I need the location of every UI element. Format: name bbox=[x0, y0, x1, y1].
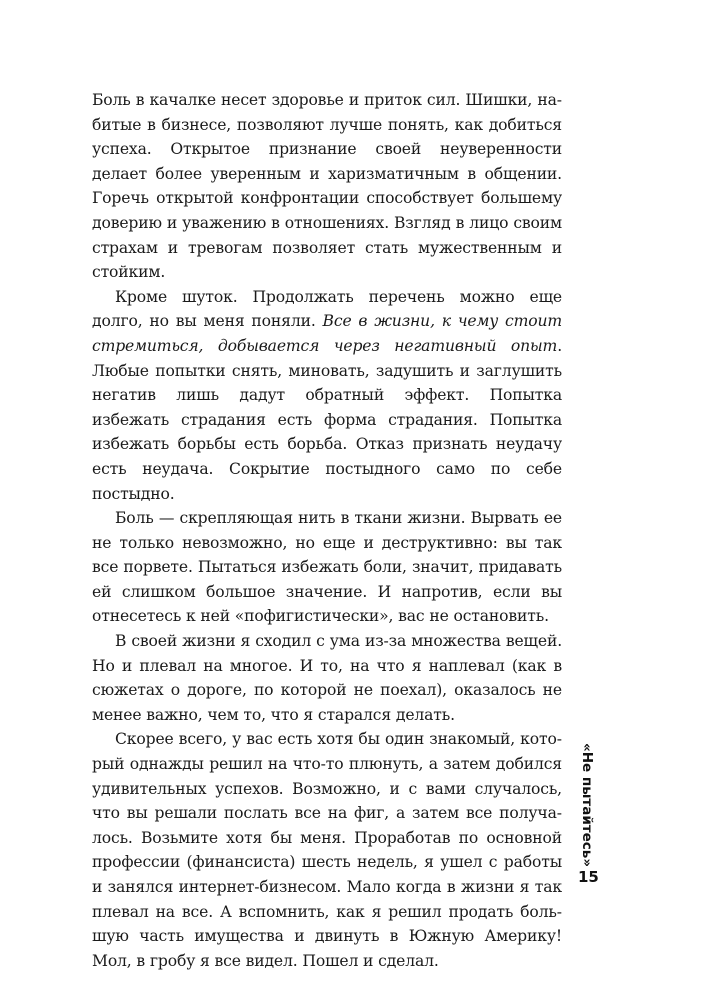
page-number: 15 bbox=[578, 868, 599, 886]
paragraph-1: Боль в качалке несет здоровье и приток сил. Шишки, набитые в бизнесе, позволяют лучше понять, как добиться успеха. Открытое признание своей неуверенности делает более уверенным и харизматичным в общении. Горечь открытой конфронтации способствует большему доверию и уважению в отношениях. Взгляд в лицо своим страхам и тревогам позволяет стать мужественным и стойким. bbox=[92, 91, 562, 282]
paragraph-3: Боль — скрепляющая нить в ткани жизни. Вырвать ее не только невозможно, но еще и деструктивно: вы так все порвете. Пытаться избежать боли, значит, придавать ей слишком большое значение. И напротив, если вы отнесетесь к ней «пофигистически», вас не остановить. bbox=[92, 509, 562, 626]
paragraph-2 bbox=[92, 285, 562, 506]
paragraph-4: В своей жизни я сходил с ума из-за множества вещей. Но и плевал на многое. И то, на что я наплевал (как в сюжетах о дороге, по которой не поехал), оказалось не менее важно, чем то, что я старался делать. bbox=[92, 632, 562, 724]
running-head bbox=[574, 743, 600, 868]
body-text bbox=[92, 88, 562, 973]
paragraph-2-end: . Любые попытки снять, миновать, задушить и заглушить негатив лишь дадут обратный эффект. Попытка избежать страдания есть форма страдания. Попытка избежать борьбы есть борьба. Отказ признать неудачу есть неудача. Сокрытие постыдного само по себе постыдно. bbox=[92, 336, 562, 503]
paragraph-2-italic: Все в жизни, к чему стоит стремиться, добывается через негативный опыт bbox=[92, 312, 562, 355]
paragraph-2-start: Кроме шуток. Продолжать перечень можно еще долго, но вы меня поняли. bbox=[92, 287, 562, 331]
running-head-text: «Не пытайтесь» bbox=[579, 743, 595, 868]
paragraph-5: Скорее всего, у вас есть хотя бы один знакомый, который однажды решил на что-то плюнуть, а затем добился удивительных успехов. Возможно, и с вами случалось, что вы решали послать все на фиг, а затем все получалось. Возьмите хотя бы меня. Проработав по основной профессии (финансиста) шесть недель, я ушел с работы и занялся интернет-бизнесом. Мало когда в жизни я так плевал на все. А вспомнить, как я решил продать большую часть имущества и двинуть в Южную Америку! Мол, в гробу я все видел. Пошел и сделал. bbox=[92, 730, 562, 970]
